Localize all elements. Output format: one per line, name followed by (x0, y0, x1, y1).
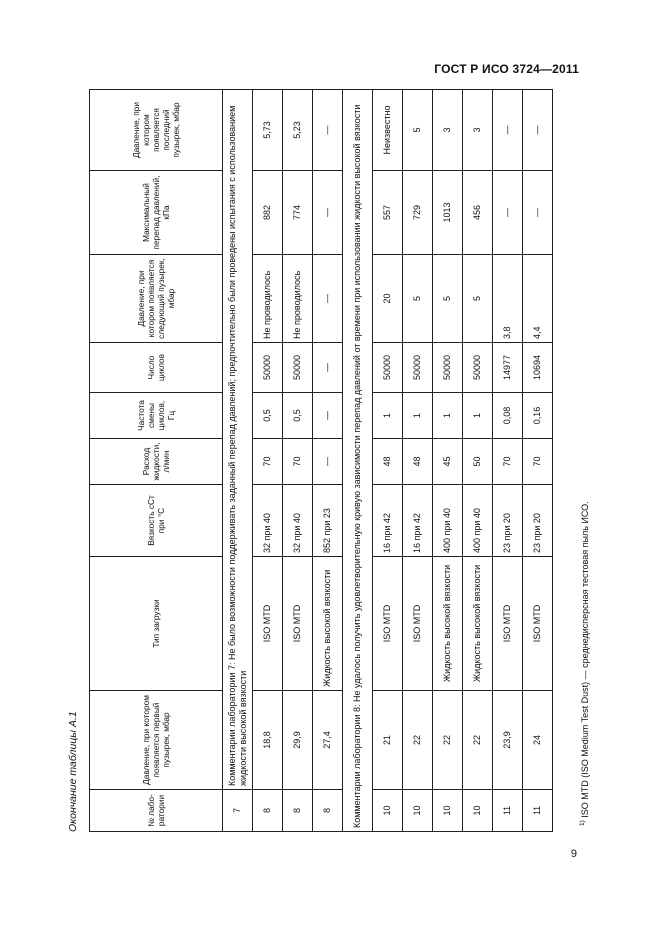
cell-next-bubble: — (313, 255, 343, 343)
cell-last-bubble: 5,23 (283, 90, 313, 171)
cell-last-bubble: — (313, 90, 343, 171)
cell-frequency: — (313, 393, 343, 439)
cell-frequency: 1 (463, 393, 493, 439)
cell-max-pressure: — (493, 171, 523, 255)
comment-lab-7: Комментарии лаборатории 7: Не было возможности поддерживать заданный перепад давлений; предпочтительно были проведены испытания с использованием жидкости высокой вязкости (223, 90, 253, 790)
cell-first-bubble: 24 (523, 691, 553, 790)
cell-load-type: ISO MTD (373, 557, 403, 691)
col-header-load-type: Тип загрузки (90, 557, 223, 691)
cell-load-type: Жидкость высокой вязкости (313, 557, 343, 691)
col-header-frequency: Частота смены циклов, Гц (90, 393, 223, 439)
footnote (579, 501, 590, 826)
table-row (253, 90, 283, 832)
cell-flow: 48 (403, 439, 433, 485)
cell-first-bubble: 27,4 (313, 691, 343, 790)
cell-next-bubble: 5 (463, 255, 493, 343)
cell-viscosity: 23 при 20 (523, 485, 553, 557)
table-row (523, 90, 553, 832)
cell-lab: 11 (493, 790, 523, 832)
col-header-cycles: Число циклов (90, 343, 223, 393)
table-header-row (90, 90, 223, 832)
cell-last-bubble: — (493, 90, 523, 171)
cell-cycles: 50000 (433, 343, 463, 393)
cell-lab: 8 (253, 790, 283, 832)
table-row (403, 90, 433, 832)
cell-flow: 70 (493, 439, 523, 485)
cell-next-bubble: 4,4 (523, 255, 553, 343)
page-number: 9 (570, 848, 577, 860)
col-header-last-bubble: Давление, при котором появляется последний пузырек, мбар (90, 90, 223, 171)
cell-viscosity: 16 при 42 (403, 485, 433, 557)
col-header-lab: № лабо-ратории (90, 790, 223, 832)
data-table (89, 89, 553, 832)
cell-viscosity: 23 при 20 (493, 485, 523, 557)
cell-max-pressure: 882 (253, 171, 283, 255)
cell-flow: — (313, 439, 343, 485)
table-row (493, 90, 523, 832)
cell-load-type: Жидкость высокой вязкости (463, 557, 493, 691)
cell-next-bubble: 5 (403, 255, 433, 343)
table-row (223, 90, 253, 832)
comment-lab-8: Комментарии лаборатории 8: Не удалось получить удовлетворительную кривую зависимости перепад давлений от времени при использовании жидкости высокой вязкости (343, 90, 373, 832)
cell-viscosity: 16 при 42 (373, 485, 403, 557)
cell-flow: 50 (463, 439, 493, 485)
cell-lab: 8 (283, 790, 313, 832)
cell-max-pressure: 456 (463, 171, 493, 255)
table-row (433, 90, 463, 832)
cell-frequency: 0,08 (493, 393, 523, 439)
cell-cycles: 10694 (523, 343, 553, 393)
cell-next-bubble: Не проводилось (283, 255, 313, 343)
cell-load-type: Жидкость высокой вязкости (433, 557, 463, 691)
footnote-marker: 1) (579, 820, 586, 826)
cell-last-bubble: 5,73 (253, 90, 283, 171)
cell-viscosity: 32 при 40 (253, 485, 283, 557)
cell-max-pressure: — (523, 171, 553, 255)
cell-cycles: 50000 (283, 343, 313, 393)
cell-frequency: 1 (403, 393, 433, 439)
cell-max-pressure: 774 (283, 171, 313, 255)
cell-cycles: 50000 (373, 343, 403, 393)
cell-viscosity: 400 при 40 (463, 485, 493, 557)
cell-frequency: 1 (373, 393, 403, 439)
cell-load-type: ISO MTD (523, 557, 553, 691)
cell-viscosity: 852 при 23 (313, 485, 343, 557)
col-header-max-pressure: Максимальный перепад давлений, кПа (90, 171, 223, 255)
cell-lab: 10 (463, 790, 493, 832)
cell-load-type: ISO MTD (493, 557, 523, 691)
cell-lab: 10 (373, 790, 403, 832)
cell-max-pressure: 1013 (433, 171, 463, 255)
cell-last-bubble: Неизвестно (373, 90, 403, 171)
cell-last-bubble: 3 (463, 90, 493, 171)
cell-frequency: 0,5 (283, 393, 313, 439)
cell-flow: 70 (253, 439, 283, 485)
cell-first-bubble: 18,8 (253, 691, 283, 790)
cell-cycles: 50000 (253, 343, 283, 393)
cell-load-type: ISO MTD (283, 557, 313, 691)
rotated-table-block (66, 90, 593, 832)
cell-first-bubble: 21 (373, 691, 403, 790)
cell-flow: 70 (283, 439, 313, 485)
cell-lab: 10 (403, 790, 433, 832)
cell-flow: 48 (373, 439, 403, 485)
cell-first-bubble: 22 (403, 691, 433, 790)
cell-cycles: 50000 (403, 343, 433, 393)
cell-next-bubble: Не проводилось (253, 255, 283, 343)
cell-flow: 45 (433, 439, 463, 485)
table-row (343, 90, 373, 832)
col-header-flow: Расход жидкости, л/мин (90, 439, 223, 485)
standard-header: ГОСТ Р ИСО 3724—2011 (434, 62, 579, 76)
footnote-text: ISO MTD (ISO Medium Test Dust) — среднедисперсная тестовая пыль ИСО. (580, 501, 590, 818)
cell-first-bubble: 23,9 (493, 691, 523, 790)
table-row (283, 90, 313, 832)
cell-load-type: ISO MTD (253, 557, 283, 691)
cell-last-bubble: 5 (403, 90, 433, 171)
cell-next-bubble: 5 (433, 255, 463, 343)
cell-frequency: 0,16 (523, 393, 553, 439)
cell-first-bubble: 22 (433, 691, 463, 790)
cell-lab: 7 (223, 790, 253, 832)
cell-next-bubble: 3,8 (493, 255, 523, 343)
cell-load-type: ISO MTD (403, 557, 433, 691)
table-row (373, 90, 403, 832)
cell-cycles: 50000 (463, 343, 493, 393)
col-header-next-bubble: Давление, при котором появляется следующий пузырек, мбар (90, 255, 223, 343)
cell-last-bubble: — (523, 90, 553, 171)
cell-last-bubble: 3 (433, 90, 463, 171)
table-caption: Окончание таблицы А.1 (67, 711, 79, 832)
cell-max-pressure: 557 (373, 171, 403, 255)
cell-max-pressure: — (313, 171, 343, 255)
cell-viscosity: 400 при 40 (433, 485, 463, 557)
cell-lab: 8 (313, 790, 343, 832)
cell-cycles: 14977 (493, 343, 523, 393)
cell-frequency: 0,5 (253, 393, 283, 439)
cell-next-bubble: 20 (373, 255, 403, 343)
cell-frequency: 1 (433, 393, 463, 439)
col-header-viscosity: Вязкость сСт при °С (90, 485, 223, 557)
col-header-first-bubble: Давление, при котором появляется первый пузырек, мбар (90, 691, 223, 790)
cell-first-bubble: 29,9 (283, 691, 313, 790)
cell-lab: 10 (433, 790, 463, 832)
cell-max-pressure: 729 (403, 171, 433, 255)
table-row (463, 90, 493, 832)
cell-lab: 11 (523, 790, 553, 832)
table-row (313, 90, 343, 832)
cell-flow: 70 (523, 439, 553, 485)
cell-viscosity: 32 при 40 (283, 485, 313, 557)
cell-first-bubble: 22 (463, 691, 493, 790)
cell-cycles: — (313, 343, 343, 393)
